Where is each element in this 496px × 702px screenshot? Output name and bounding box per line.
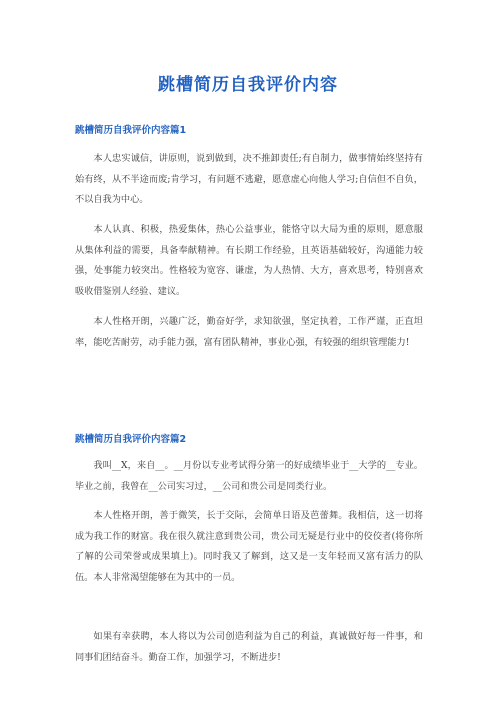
section-2-paragraph-2: 本人性格开朗，善于微笑，长于交际，会简单日语及芭蕾舞。我相信，这一切将成为我工作的财富。我在很久就注意到贵公司，贵公司无疑是行业中的佼佼者(将你所了解的公司荣誉或成果填上)。同时我又了解到，这又是一支年轻而又富有活力的队伍。本人非常渴望能够在为其中的一员。 bbox=[75, 510, 423, 583]
section-2-paragraph-3: 如果有幸获聘，本人将以为公司创造利益为自己的利益，真诚做好每一件事，和同事们团结奋斗。勤奋工作，加强学习，不断进步! bbox=[75, 631, 423, 663]
section-1-paragraph-3: 本人性格开朗，兴趣广泛，勤奋好学，求知欲强，坚定执着，工作严谨，正直坦率，能吃苦耐劳，动手能力强，富有团队精神，事业心强，有较强的组织管理能力! bbox=[75, 316, 423, 348]
document-title: 跳槽简历自我评价内容 bbox=[158, 75, 338, 95]
section-2-paragraph-1: 我叫__X，来自__。__月份以专业考试得分第一的好成绩毕业于__大学的__专业。毕业之前，我曾在__公司实习过，__公司和贵公司是同类行业。 bbox=[75, 460, 423, 492]
section-1-paragraph-1: 本人忠实诚信，讲原则，说到做到，决不推卸责任;有自制力，做事情始终坚持有始有终，从不半途而废;肯学习，有问题不逃避，愿意虚心向他人学习;自信但不自负，不以自我为中心。 bbox=[75, 153, 423, 205]
section-heading-1: 跳槽简历自我评价内容篇1 bbox=[75, 125, 187, 136]
section-1-paragraph-2: 本人认真、积极，热爱集体，热心公益事业，能恪守以大局为重的原则，愿意服从集体利益的需要，具备奉献精神。有长期工作经验，且英语基础较好，沟通能力较强，处事能力较突出。性格较为宽容、谦虚，为人热情、大方，喜欢思考，特别喜欢吸收借鉴别人经验、建议。 bbox=[75, 224, 423, 297]
section-heading-2: 跳槽简历自我评价内容篇2 bbox=[75, 434, 187, 445]
